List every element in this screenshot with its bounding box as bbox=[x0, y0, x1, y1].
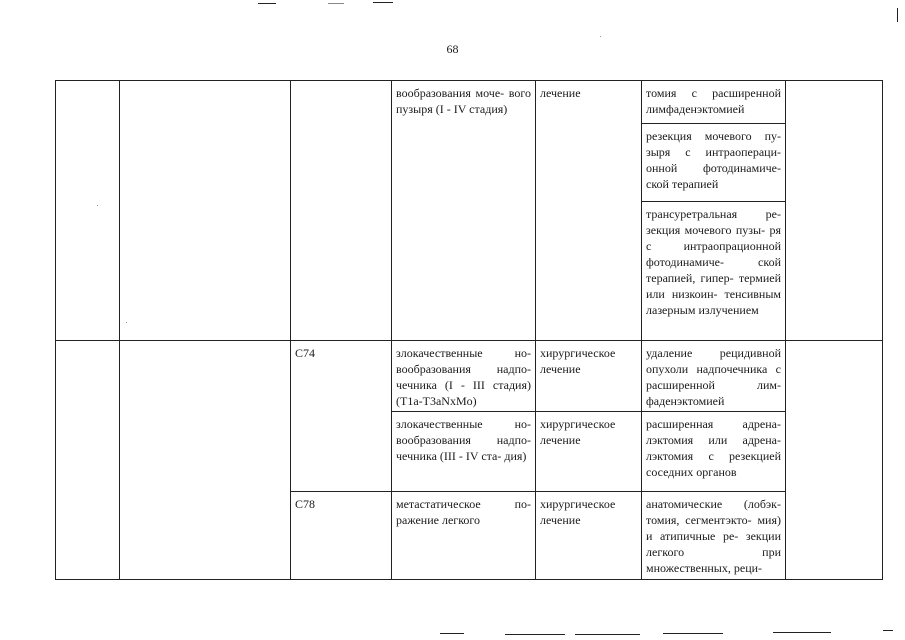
scan-mark bbox=[373, 2, 393, 3]
code-cell: C78 bbox=[291, 492, 392, 580]
extra-cell bbox=[786, 81, 883, 341]
page-number: 68 bbox=[446, 42, 459, 56]
scan-mark bbox=[258, 3, 276, 4]
method-cell: резекция мочевого пу- зыря с интраопераци- онной фотодинамиче- ской терапией bbox=[642, 124, 786, 202]
method-cell: томия с расширенной лимфаденэктомией bbox=[642, 81, 786, 124]
treatment-cell: хирургическое лечение bbox=[536, 412, 642, 492]
name-cell bbox=[120, 81, 291, 341]
scan-mark bbox=[663, 633, 723, 634]
method-cell: удаление рецидивной опухоли надпочечника с расширенной лим- фаденэктомией bbox=[642, 341, 786, 412]
table-row bbox=[56, 81, 883, 124]
method-cell: трансуретральная ре- зекция мочевого пузы- ря с интраопрационной фотодинамиче- ской терапией, гипер- термией или низкоин- тенсивным лазерным излучением bbox=[642, 202, 786, 341]
number-cell bbox=[56, 341, 120, 580]
method-cell: расширенная адрена- лэктомия или адрена- лэктомия с резекцией соседних органов bbox=[642, 412, 786, 492]
scan-mark bbox=[328, 3, 344, 4]
diagnosis-cell: метастатическое по- ражение легкого bbox=[392, 492, 536, 580]
diagnosis-cell: злокачественные но- вообразования надпо- чечника (I - III стадия) (T1a-T3aNxMo) bbox=[392, 341, 536, 412]
treatment-cell: хирургическое лечение bbox=[536, 492, 642, 580]
scan-mark bbox=[897, 8, 898, 22]
scan-mark bbox=[575, 634, 640, 635]
method-cell: анатомические (лобэк- томия, сегментэкто- мия) и атипичные ре- зекции легкого при множественных, реци- bbox=[642, 492, 786, 580]
procedures-table bbox=[55, 80, 883, 580]
scan-mark bbox=[440, 633, 464, 634]
treatment-cell: хирургическое лечение bbox=[536, 341, 642, 412]
code-cell: C74 bbox=[291, 341, 392, 492]
table-row bbox=[56, 341, 883, 412]
scan-mark bbox=[773, 632, 831, 633]
name-cell bbox=[120, 341, 291, 580]
diagnosis-cell: вообразования моче- вого пузыря (I - IV стадия) bbox=[392, 81, 536, 341]
code-cell bbox=[291, 81, 392, 341]
extra-cell bbox=[786, 341, 883, 580]
scan-dot bbox=[600, 36, 601, 37]
treatment-cell: лечение bbox=[536, 81, 642, 341]
scan-mark bbox=[883, 630, 893, 631]
number-cell bbox=[56, 81, 120, 341]
scan-mark bbox=[505, 634, 565, 635]
diagnosis-cell: злокачественные но- вообразования надпо- чечника (III - IV ста- дия) bbox=[392, 412, 536, 492]
